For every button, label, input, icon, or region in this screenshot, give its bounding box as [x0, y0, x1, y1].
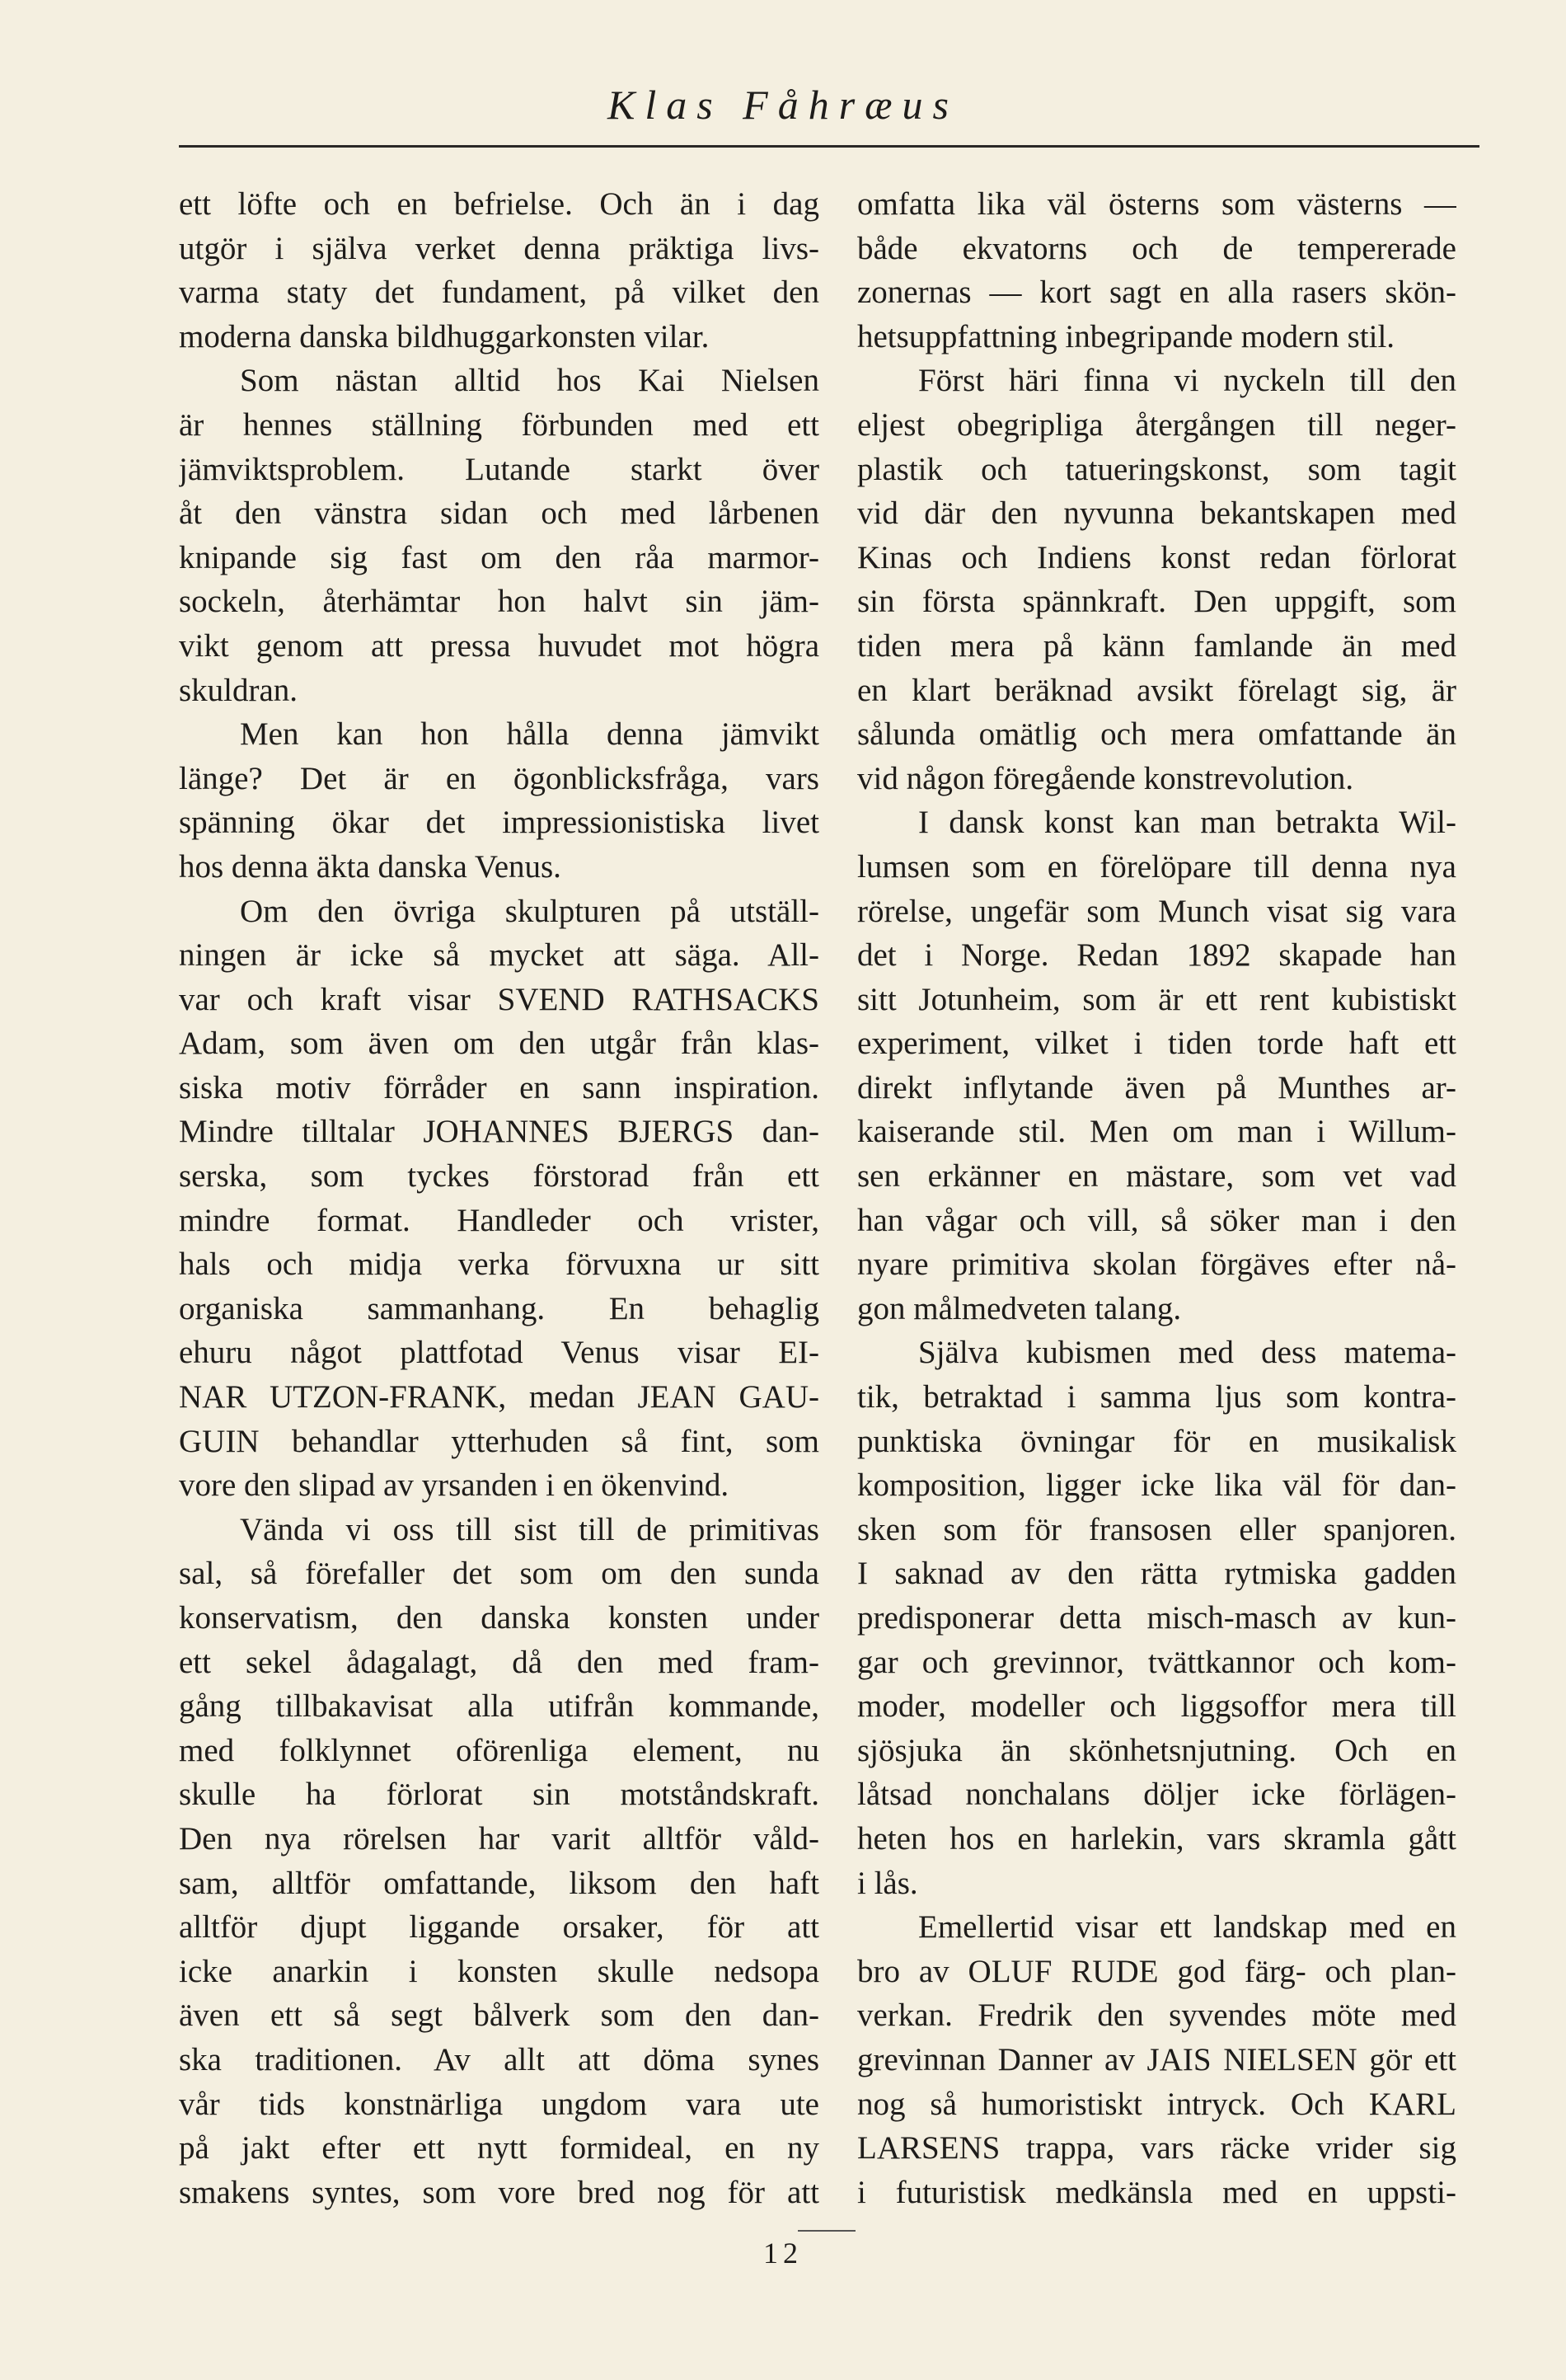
- text-line: siska motiv förråder en sann inspiration.: [179, 1069, 819, 1106]
- text-line: bro av OLUF RUDE god färg- och plan-: [857, 1953, 1456, 1989]
- text-line: organiska sammanhang. En behaglig: [179, 1290, 819, 1326]
- text-line: heten hos en harlekin, vars skramla gått: [857, 1820, 1456, 1857]
- text-line: GUIN behandlar ytterhuden så fint, som: [179, 1423, 819, 1459]
- text-line: gång tillbakavisat alla utifrån kommande,: [179, 1688, 819, 1725]
- text-line: länge? Det är en ögonblicksfråga, vars: [179, 760, 819, 796]
- text-line: Som nästan alltid hos Kai Nielsen: [240, 363, 819, 399]
- text-line: både ekvatorns och de tempererade: [857, 230, 1456, 266]
- text-line: plastik och tatueringskonst, som tagit: [857, 451, 1456, 487]
- text-line: I saknad av den rätta rytmiska gadden: [857, 1556, 1456, 1592]
- text-line: kaiserande stil. Men om man i Willum-: [857, 1114, 1456, 1150]
- text-line: sken som för fransosen eller spanjoren.: [857, 1511, 1456, 1547]
- text-line: en klart beräknad avsikt förelagt sig, är: [857, 672, 1456, 708]
- text-line: smakens syntes, som vore bred nog för att: [179, 2174, 819, 2210]
- text-line: sin första spännkraft. Den uppgift, som: [857, 584, 1456, 620]
- text-line: vore den slipad av yrsanden i en ökenvind.: [179, 1467, 729, 1504]
- text-line: I dansk konst kan man betrakta Wil-: [918, 805, 1456, 841]
- text-line: var och kraft visar SVEND RATHSACKS: [179, 981, 819, 1017]
- text-line: även ett så segt bålverk som den dan-: [179, 1997, 819, 2034]
- text-line: vikt genom att pressa huvudet mot högra: [179, 627, 819, 664]
- text-line: Själva kubismen med dess matema-: [918, 1335, 1456, 1371]
- text-line: NAR UTZON-FRANK, medan JEAN GAU-: [179, 1379, 819, 1415]
- text-line: sockeln, återhämtar hon halvt sin jäm-: [179, 584, 819, 620]
- text-line: komposition, ligger icke lika väl för dan-: [857, 1467, 1456, 1504]
- text-line: vid där den nyvunna bekantskapen med: [857, 495, 1456, 532]
- text-line: vår tids konstnärliga ungdom vara ute: [179, 2086, 819, 2122]
- text-line: varma staty det fundament, på vilket den: [179, 275, 819, 311]
- text-line: verkan. Fredrik den syvendes möte med: [857, 1997, 1456, 2034]
- text-column-left: [179, 182, 819, 2214]
- text-line: Mindre tilltalar JOHANNES BJERGS dan-: [179, 1114, 819, 1150]
- text-line: eljest obegripliga återgången till neger-: [857, 406, 1456, 443]
- text-line: serska, som tyckes förstorad från ett: [179, 1158, 819, 1195]
- text-line: omfatta lika väl österns som västerns —: [857, 186, 1456, 222]
- text-line: sitt Jotunheim, som är ett rent kubistiskt: [857, 981, 1456, 1017]
- text-line: knipande sig fast om den råa marmor-: [179, 539, 819, 575]
- text-line: i lås.: [857, 1865, 918, 1901]
- text-line: ehuru något plattfotad Venus visar EI-: [179, 1335, 819, 1371]
- text-line: alltför djupt liggande orsaker, för att: [179, 1909, 819, 1946]
- text-line: LARSENS trappa, vars räcke vrider sig: [857, 2130, 1456, 2166]
- text-line: nyare primitiva skolan förgäves efter nå-: [857, 1246, 1456, 1283]
- text-column-right: [857, 182, 1456, 2214]
- text-line: tiden mera på känn famlande än med: [857, 627, 1456, 664]
- text-line: konservatism, den danska konsten under: [179, 1600, 819, 1636]
- text-line: Adam, som även om den utgår från klas-: [179, 1026, 819, 1062]
- text-line: experiment, vilket i tiden torde haft ett: [857, 1026, 1456, 1062]
- text-line: på jakt efter ett nytt formideal, en ny: [179, 2130, 819, 2166]
- text-line: sam, alltför omfattande, liksom den haft: [179, 1865, 819, 1901]
- text-line: hos denna äkta danska Venus.: [179, 848, 561, 885]
- text-line: skuldran.: [179, 672, 298, 708]
- text-line: grevinnan Danner av JAIS NIELSEN gör ett: [857, 2041, 1456, 2077]
- text-line: sen erkänner en mästare, som vet vad: [857, 1158, 1456, 1195]
- text-line: ett sekel ådagalagt, då den med fram-: [179, 1644, 819, 1680]
- text-line: han vågar och vill, så söker man i den: [857, 1202, 1456, 1238]
- text-line: zonernas — kort sagt en alla rasers skön-: [857, 275, 1456, 311]
- text-line: predisponerar detta misch-masch av kun-: [857, 1600, 1456, 1636]
- text-line: sal, så förefaller det som om den sunda: [179, 1556, 819, 1592]
- text-line: icke anarkin i konsten skulle nedsopa: [179, 1953, 819, 1989]
- text-line: ningen är icke så mycket att säga. All-: [179, 937, 819, 974]
- text-line: rörelse, ungefär som Munch visat sig vara: [857, 893, 1456, 929]
- text-line: Kinas och Indiens konst redan förlorat: [857, 539, 1456, 575]
- text-line: Emellertid visar ett landskap med en: [918, 1909, 1456, 1946]
- text-line: gon målmedveten talang.: [857, 1290, 1182, 1326]
- text-line: skulle ha förlorat sin motståndskraft.: [179, 1777, 819, 1813]
- text-line: ska traditionen. Av allt att döma synes: [179, 2041, 819, 2077]
- text-line: moderna danska bildhuggarkonsten vilar.: [179, 318, 710, 354]
- text-line: direkt inflytande även på Munthes ar-: [857, 1069, 1456, 1106]
- text-line: jämviktsproblem. Lutande starkt över: [179, 451, 819, 487]
- text-line: är hennes ställning förbunden med ett: [179, 406, 819, 443]
- text-line: spänning ökar det impressionistiska livet: [179, 805, 819, 841]
- text-line: låtsad nonchalans döljer icke förlägen-: [857, 1777, 1456, 1813]
- text-line: ett löfte och en befrielse. Och än i dag: [179, 186, 819, 222]
- text-line: punktiska övningar för en musikalisk: [857, 1423, 1456, 1459]
- text-line: hetsuppfattning inbegripande modern stil.: [857, 318, 1395, 354]
- text-line: Om den övriga skulpturen på utställ-: [240, 893, 819, 929]
- text-line: det i Norge. Redan 1892 skapade han: [857, 937, 1456, 974]
- text-line: Först häri finna vi nyckeln till den: [918, 363, 1456, 399]
- text-line: sjösjuka än skönhetsnjutning. Och en: [857, 1732, 1456, 1768]
- text-line: Men kan hon hålla denna jämvikt: [240, 716, 819, 753]
- text-line: sålunda omätlig och mera omfattande än: [857, 716, 1456, 753]
- text-line: mindre format. Handleder och vrister,: [179, 1202, 819, 1238]
- text-line: i futuristisk medkänsla med en uppsti-: [857, 2174, 1456, 2210]
- running-header: Klas Fåhræus: [607, 82, 959, 128]
- page-number: 12: [763, 2237, 803, 2270]
- text-line: hals och midja verka förvuxna ur sitt: [179, 1246, 819, 1283]
- text-line: med folklynnet oförenliga element, nu: [179, 1732, 819, 1768]
- text-line: gar och grevinnor, tvättkannor och kom-: [857, 1644, 1456, 1680]
- text-line: åt den vänstra sidan och med lårbenen: [179, 495, 819, 532]
- header-rule: [179, 145, 1479, 148]
- text-line: nog så humoristiskt intryck. Och KARL: [857, 2086, 1456, 2122]
- text-line: utgör i själva verket denna präktiga livs-: [179, 230, 819, 266]
- text-line: moder, modeller och liggsoffor mera till: [857, 1688, 1456, 1725]
- text-line: vid någon föregående konstrevolution.: [857, 760, 1354, 796]
- page-number-rule: [798, 2230, 856, 2232]
- text-line: lumsen som en förelöpare till denna nya: [857, 848, 1456, 885]
- text-line: Vända vi oss till sist till de primitivas: [240, 1511, 819, 1547]
- text-line: Den nya rörelsen har varit alltför våld-: [179, 1820, 819, 1857]
- text-line: tik, betraktad i samma ljus som kontra-: [857, 1379, 1456, 1415]
